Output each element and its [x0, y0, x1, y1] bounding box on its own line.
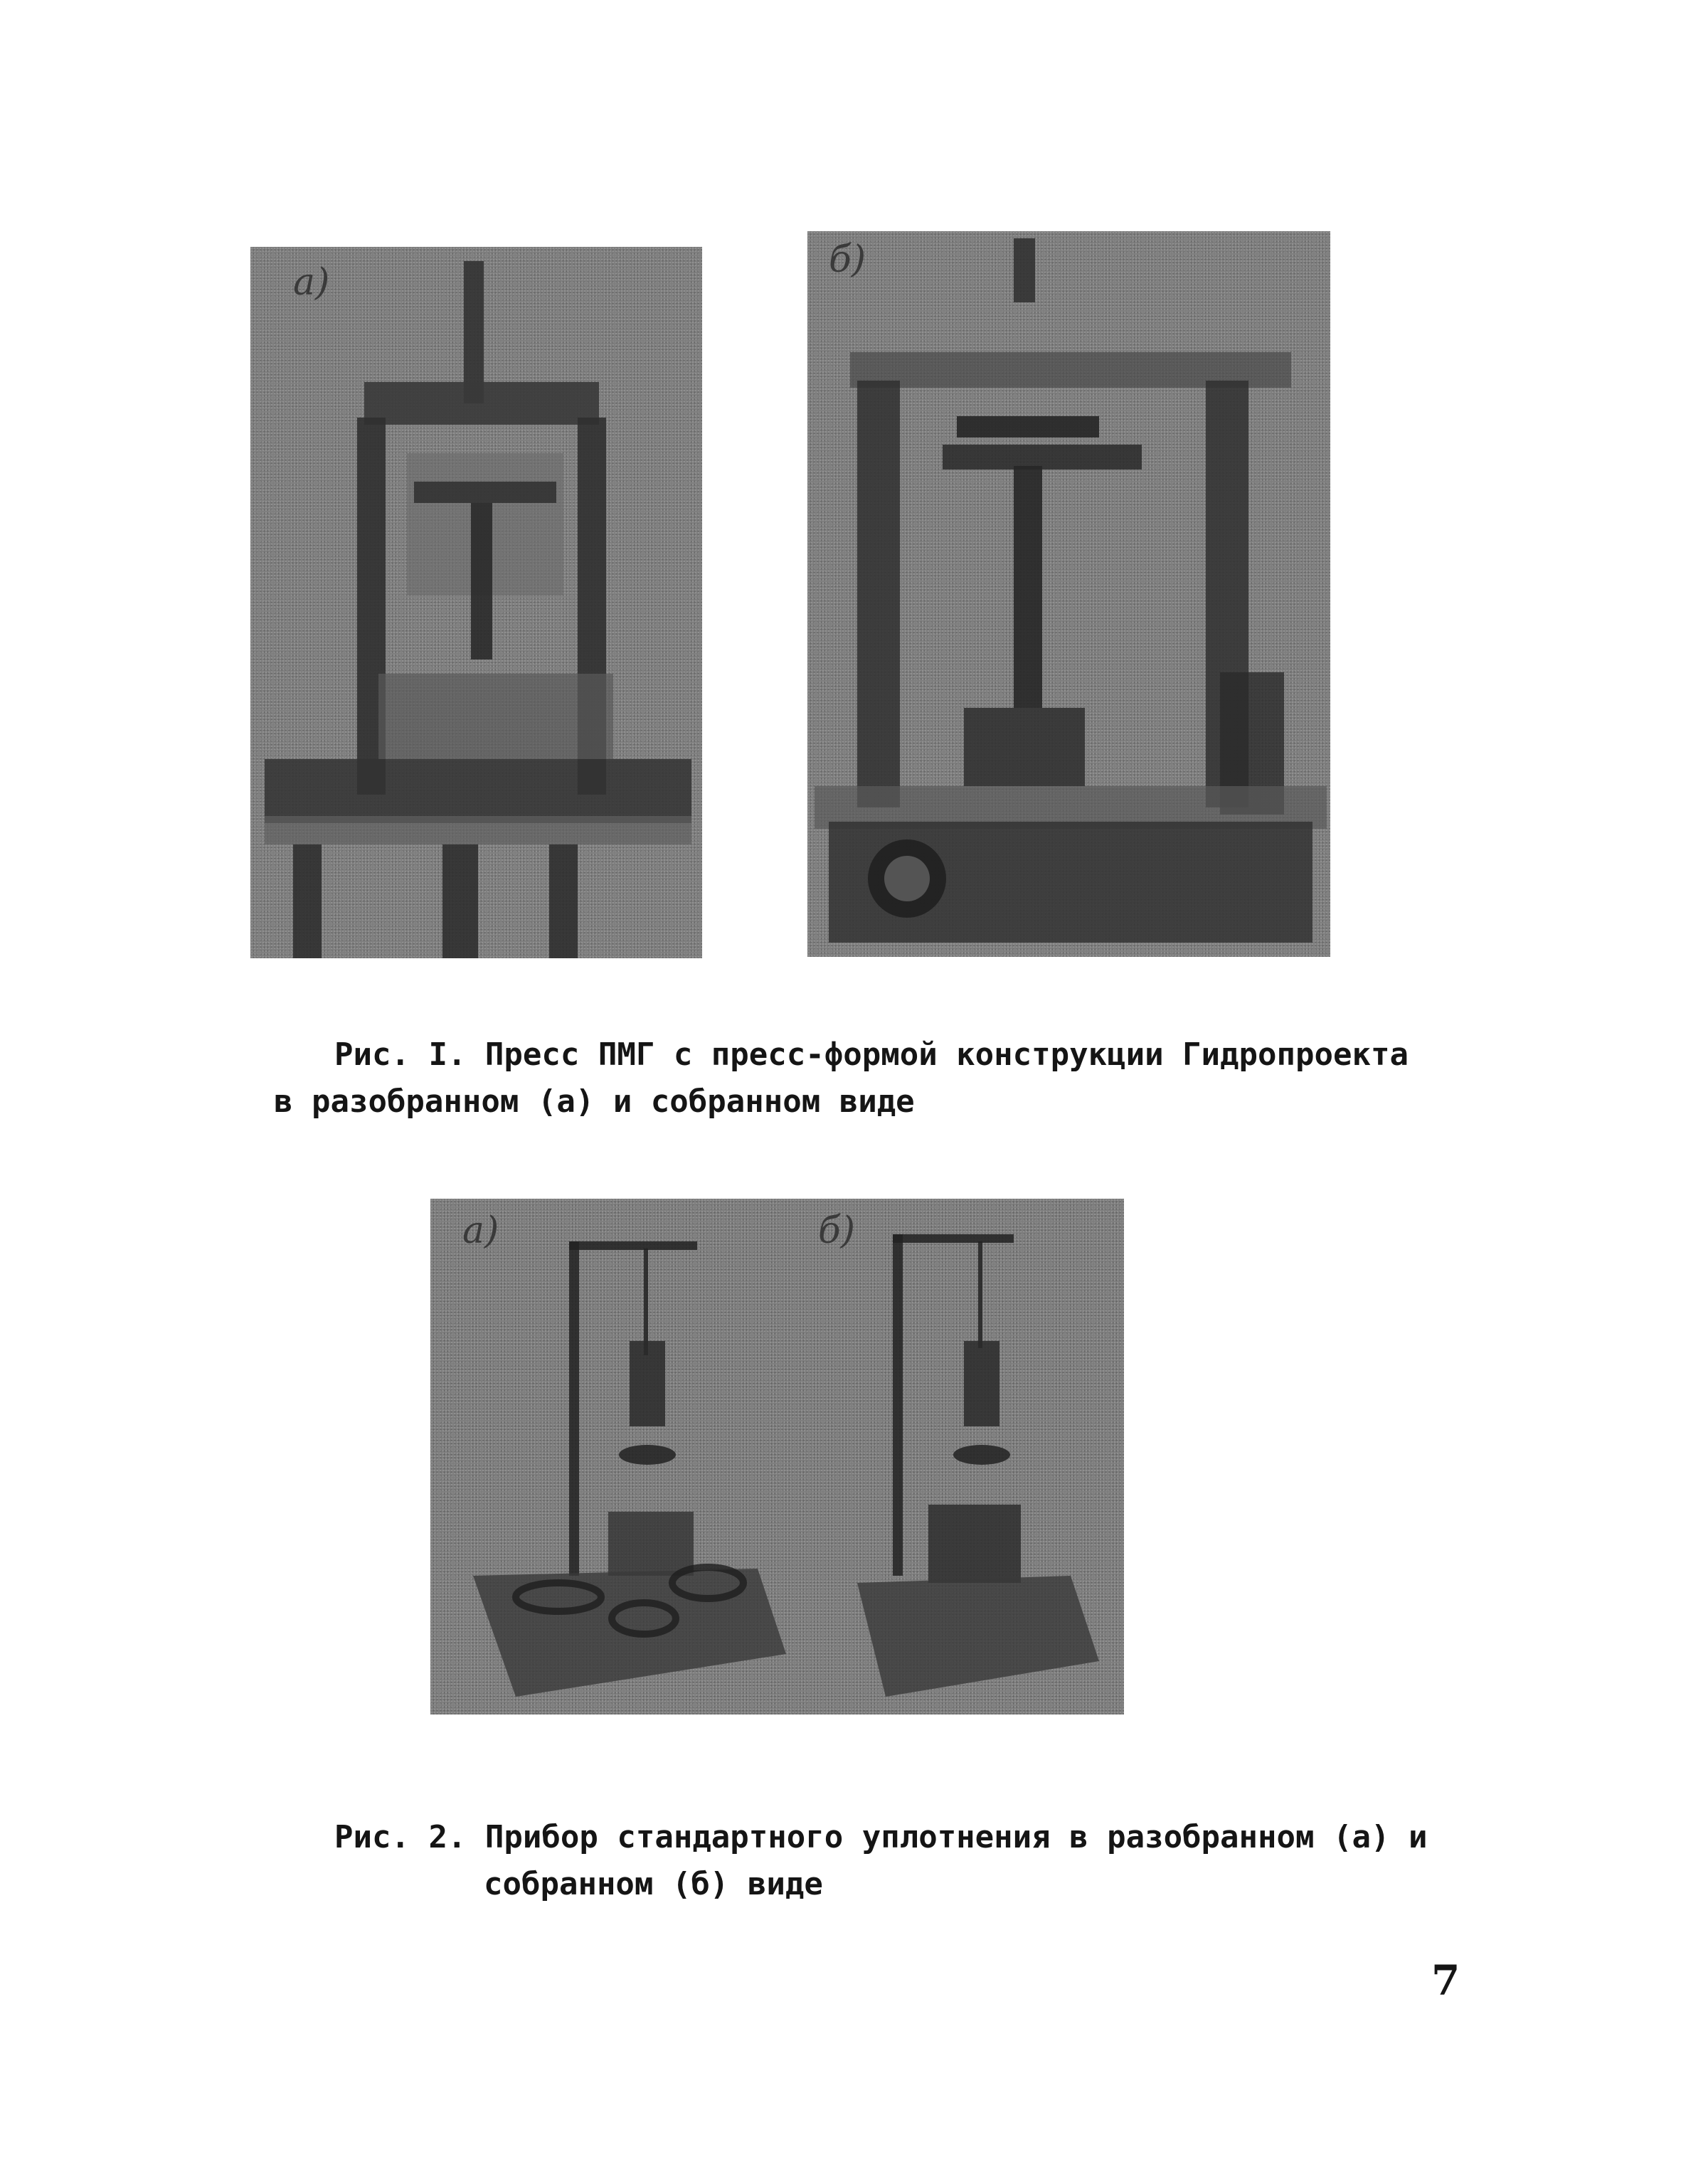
figure1-caption-line1: Рис. I. Пресс ПМГ с пресс-формой конструкции Гидропроекта [334, 1037, 1409, 1073]
compaction-device-illustration [430, 1199, 1124, 1714]
figure1-panel-a-label: а) [293, 261, 330, 304]
page-number: 7 [1431, 1956, 1460, 2005]
figure2-panel-b-label: б) [818, 1209, 856, 1252]
figure1-caption [274, 1032, 1409, 1125]
figure2-caption [334, 1814, 1427, 1908]
figure1-photo-a [250, 247, 702, 958]
figure2-caption-line2: собранном (б) виде [484, 1866, 823, 1902]
figure1-caption-line2: в разобранном (а) и собранном виде [274, 1083, 915, 1120]
figure1-panel-b-label: б) [829, 238, 866, 281]
press-assembled-illustration [807, 231, 1330, 957]
figure2-photo [430, 1199, 1124, 1714]
figure2-panel-a-label: а) [462, 1209, 499, 1252]
figure2-caption-line1: Рис. 2. Прибор стандартного уплотнения в разобранном (а) и [334, 1819, 1428, 1855]
press-disassembled-illustration [250, 247, 702, 958]
figure1-photo-b [807, 231, 1330, 957]
